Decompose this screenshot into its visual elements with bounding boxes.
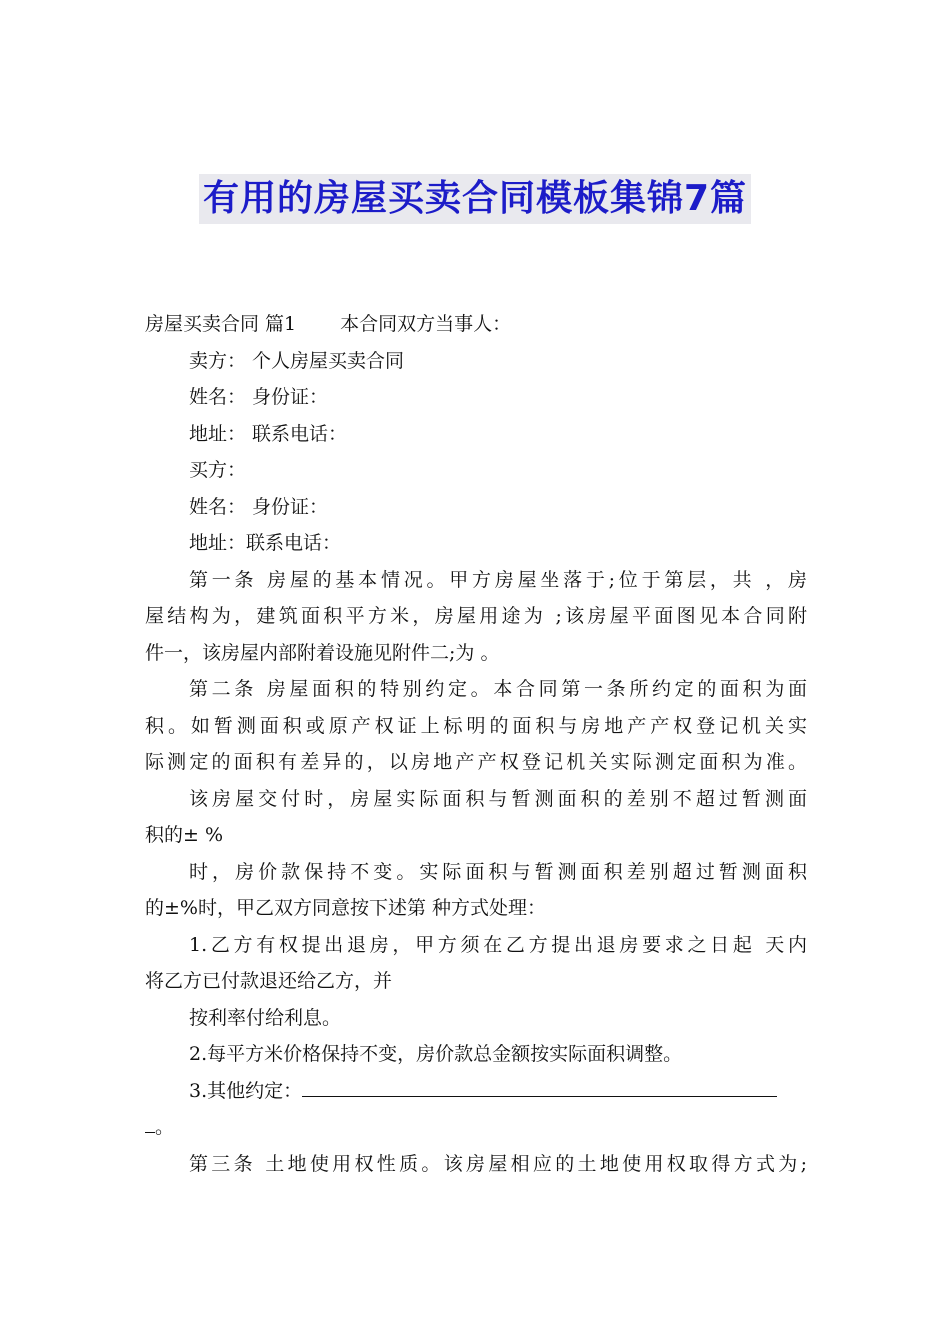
- buyer-name-id: 姓名： 身份证：: [189, 495, 329, 518]
- article2-line6: 时，房价款保持不变。实际面积与暂测面积差别超过暂测面积: [189, 860, 807, 883]
- option3-end: 。: [155, 1116, 175, 1138]
- option3-blank: [302, 1076, 777, 1097]
- article2-line5: 积的± %: [145, 824, 224, 846]
- option2-line: 2.每平方米价格保持不变，房价款总金额按实际面积调整。: [189, 1043, 683, 1065]
- seller-address-phone: 地址： 联系电话：: [189, 422, 348, 445]
- article1-line2: 屋结构为，建筑面积平方米，房屋用途为 ;该房屋平面图见本合同附: [145, 605, 807, 627]
- article1-line3: 件一，该房屋内部附着设施见附件二;为 。: [145, 641, 500, 664]
- buyer-address-phone: 地址：联系电话：: [189, 532, 342, 554]
- buyer-label: 买方：: [189, 459, 247, 481]
- option1-line3: 按利率付给利息。: [189, 1006, 342, 1029]
- article2-line4: 该房屋交付时，房屋实际面积与暂测面积的差别不超过暂测面: [189, 787, 807, 810]
- document-title: 有用的房屋买卖合同模板集锦7篇: [199, 174, 751, 224]
- contract-heading: 房屋买卖合同 篇1: [145, 313, 297, 335]
- document-body: [145, 306, 807, 1182]
- article2-line1: 第二条 房屋面积的特别约定。本合同第一条所约定的面积为面: [189, 678, 807, 700]
- option1-line1: 1.乙方有权提出退房，甲方须在乙方提出退房要求之日起 天内: [189, 933, 807, 956]
- option1-line2: 将乙方已付款退还给乙方，并: [145, 970, 393, 992]
- seller-label: 卖方： 个人房屋买卖合同: [189, 349, 405, 372]
- title-container: [0, 174, 950, 224]
- option3-blank-end: [145, 1112, 155, 1133]
- article2-line7: 的±%时，甲乙双方同意按下述第 种方式处理：: [145, 897, 547, 919]
- article3-line1: 第三条 土地使用权性质。该房屋相应的土地使用权取得方式为;: [189, 1152, 807, 1175]
- seller-name-id: 姓名： 身份证：: [189, 386, 329, 408]
- option3-label: 3.其他约定：: [189, 1079, 303, 1102]
- article2-line2: 积。如暂测面积或原产权证上标明的面积与房地产产权登记机关实: [145, 714, 807, 737]
- option3-end-line: [145, 1109, 807, 1146]
- article2-line3: 际测定的面积有差异的，以房地产产权登记机关实际测定面积为准。: [145, 751, 807, 773]
- article1-line1: 第一条 房屋的基本情况。甲方房屋坐落于;位于第层，共 ，房: [189, 568, 807, 591]
- option3-line: [145, 1073, 807, 1110]
- heading-line: [145, 306, 807, 343]
- parties-intro: 本合同双方当事人：: [340, 313, 512, 335]
